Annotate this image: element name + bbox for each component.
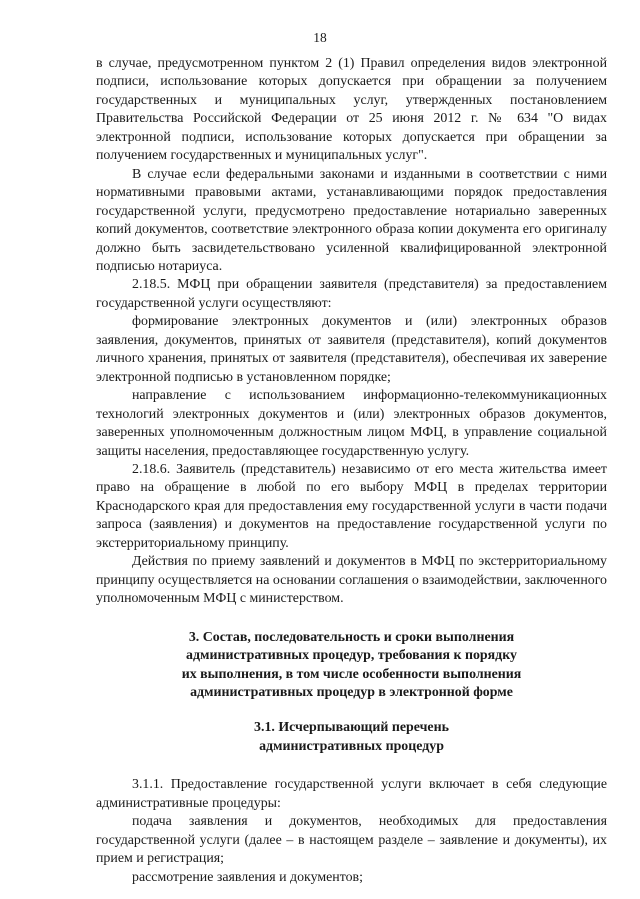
paragraph-forming-documents: формирование электронных документов и (или) электронных образов заявления, документов, принятых от заявителя (представителя), копий документов личного хранения, принятых от заявителя (представителя), обеспечивая их заверение электронной подписью в установленном порядке; [96, 314, 607, 385]
paragraph-review: рассмотрение заявления и документов; [132, 869, 363, 885]
section-heading-line: административных процедур, требования к порядку [186, 648, 517, 664]
subsection-heading-line: 3.1. Исчерпывающий перечень [254, 720, 449, 736]
section-heading-line: административных процедур в электронной форме [190, 684, 513, 700]
section-heading-line: 3. Состав, последовательность и сроки выполнения [188, 629, 515, 645]
paragraph-2-18-5: 2.18.5. МФЦ при обращении заявителя (представителя) за предоставлением государственной услуги осуществляют: [96, 277, 607, 311]
document-body [96, 55, 607, 887]
paragraph-2-18-6: 2.18.6. Заявитель (представитель) независимо от его места жительства имеет право на обращение в любой по его выбору МФЦ в пределах территории Краснодарского края для предоставления ему государственной услуги в части подачи запроса (заявления) и документов на предоставление государственной услуги по экстерриториальному принципу. [96, 461, 607, 551]
paragraph-submission: подача заявления и документов, необходимых для предоставления государственной услуги (далее – в настоящем разделе – заявление и документы), их прием и регистрация; [96, 814, 607, 867]
paragraph-notary-copies: В случае если федеральными законами и изданными в соответствии с ними нормативными правовыми актами, устанавливающими порядок предоставления государственной услуги, предусмотрено предоставление нотариально заверенных копий документов, соответствие электронного образа копии документа его оригиналу должно быть засвидетельствовано усиленной квалифицированной электронной подписью нотариуса. [96, 166, 607, 274]
paragraph-sending-documents: направление с использованием информационно-телекоммуникационных технологий электронных документов и (или) электронных образов документов, заверенных уполномоченным должностным лицом МФЦ, в управление социальной защиты населения, предоставляющее государственную услугу. [96, 388, 607, 459]
section-heading-line: их выполнения, в том числе особенности выполнения [181, 666, 522, 682]
subsection-3-1-heading [96, 719, 607, 756]
page-number: 18 [313, 30, 327, 45]
paragraph-extraterritorial: Действия по приему заявлений и документов в МФЦ по экстерриториальному принципу осуществляется на основании соглашения о взаимодействии, заключенного уполномоченным МФЦ с министерством. [96, 554, 607, 607]
paragraph-signature-clause: в случае, предусмотренном пунктом 2 (1) Правил определения видов электронной подписи, использование которых допускается при обращении за получением государственных и муниципальных услуг, утвержденных постановлением Правительства Российской Федерации от 25 июня 2012 г. № 634 "О видах электронной подписи, использование которых допускается при обращении за получением государственных и муниципальных услуг". [96, 56, 607, 164]
paragraph-3-1-1: 3.1.1. Предоставление государственной услуги включает в себя следующие административные процедуры: [96, 777, 607, 811]
subsection-heading-line: административных процедур [259, 738, 444, 754]
section-3-heading [96, 629, 607, 703]
